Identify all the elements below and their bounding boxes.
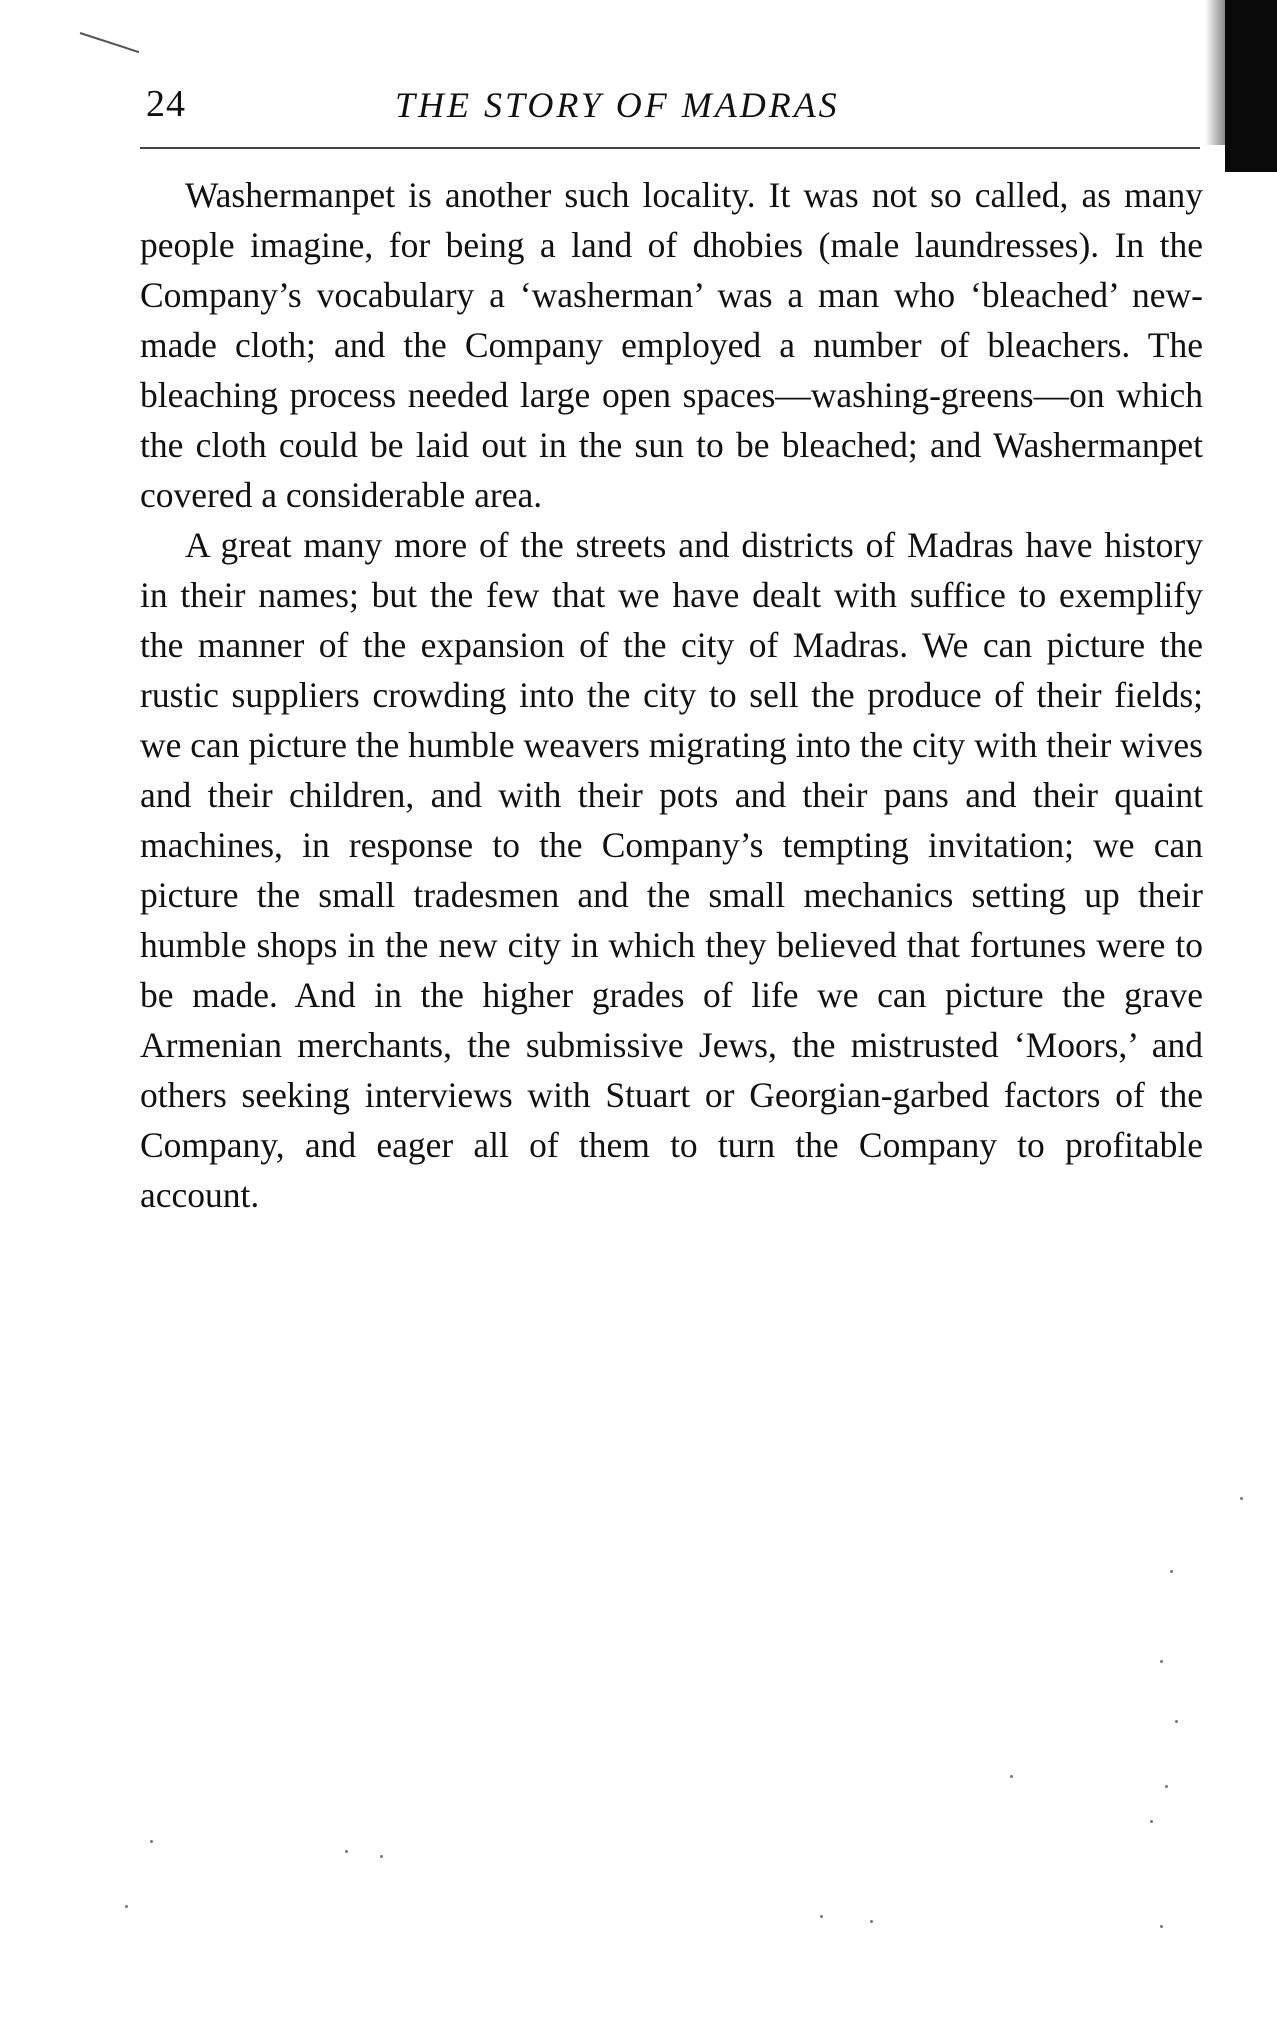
scan-speck <box>380 1855 383 1858</box>
body-text <box>140 170 1203 1220</box>
paragraph: A great many more of the streets and districts of Madras have history in their names; but the few that we have dealt with suffice to exemplify the manner of the expansion of the city of Madras. We can picture the rustic suppliers crowding into the city to sell the produce of their fields; we can picture the humble weavers migrating into the city with their wives and their children, and with their pots and their pans and their quaint machines, in response to the Company’s tempting invitation; we can picture the small tradesmen and the small mechanics setting up their humble shops in the new city in which they believed that fortunes were to be made. And in the higher grades of life we can picture the grave Armenian merchants, the submissive Jews, the mistrusted ‘Moors,’ and others seeking interviews with Stuart or Georgian-garbed factors of the Company, and eager all of them to turn the Company to profitable account. <box>140 525 1203 1215</box>
scan-edge-shadow <box>1205 0 1225 145</box>
scan-speck <box>345 1850 348 1853</box>
page-number: 24 <box>146 83 186 125</box>
scan-speck <box>1160 1925 1163 1928</box>
header-rule <box>140 147 1200 149</box>
scan-speck <box>150 1840 153 1843</box>
running-head: THE STORY OF MADRAS <box>395 85 840 125</box>
paragraph: Washermanpet is another such locality. It was not so called, as many people imagine, for being a land of dhobies (male laundresses). In the Company’s vocabulary a ‘washerman’ was a man who ‘bleached’ new-made cloth; and the Company employed a number of bleachers. The bleaching process needed large open spaces—washing-greens—on which the cloth could be laid out in the sun to be bleached; and Washermanpet covered a considerable area. <box>140 175 1203 515</box>
scan-speck <box>1010 1775 1013 1778</box>
scan-stray-mark <box>80 32 140 53</box>
scan-speck <box>1160 1660 1163 1663</box>
scan-speck <box>820 1915 823 1918</box>
scan-speck <box>1150 1820 1153 1823</box>
scan-speck <box>1170 1570 1173 1573</box>
scan-speck <box>125 1905 128 1908</box>
scan-speck <box>870 1920 873 1923</box>
scan-speck <box>1165 1785 1168 1788</box>
page-header <box>140 82 1200 132</box>
scan-speck <box>1175 1720 1178 1723</box>
scan-speck <box>1240 1497 1243 1500</box>
scan-edge-black <box>1225 0 1277 172</box>
